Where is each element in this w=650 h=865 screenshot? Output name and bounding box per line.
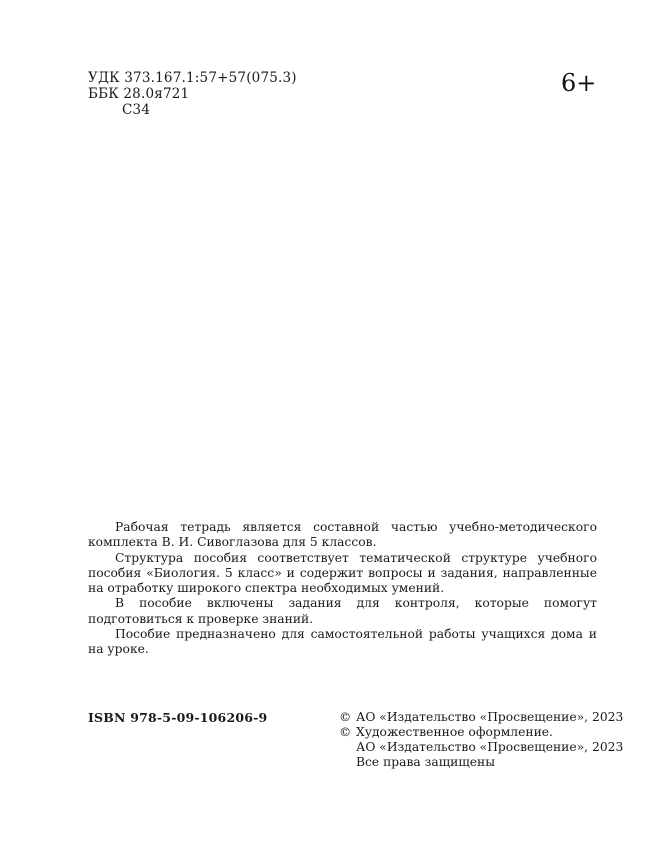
copyright-line: АО «Издательство «Просвещение», 2023	[356, 740, 624, 754]
copyright-line: Художественное оформление.	[356, 725, 553, 739]
copyright-icon: ©	[339, 725, 352, 739]
age-rating: 6+	[561, 69, 597, 97]
annotation-paragraph: Пособие предназначено для самостоятельной работы учащихся дома и на уроке.	[88, 627, 597, 657]
classification-block	[88, 70, 297, 118]
annotation-paragraph: Структура пособия соответствует тематической структуре учебного пособия «Биология. 5 класс» и содержит вопросы и задания, направленные на отработку широкого спектра необходимых умений.	[88, 550, 597, 596]
annotation-text	[88, 520, 597, 658]
copyright-block	[339, 710, 623, 770]
isbn: ISBN 978-5-09-106206-9	[88, 710, 268, 725]
author-mark: С34	[122, 102, 151, 118]
udk-code: УДК 373.167.1:57+57(075.3)	[88, 70, 297, 86]
annotation-paragraph: Рабочая тетрадь является составной частью учебно-методического комплекта В. И. Сивоглазова для 5 классов.	[88, 520, 597, 550]
bbk-code: ББК 28.0я721	[88, 86, 190, 102]
copyright-icon: ©	[339, 710, 352, 724]
copyright-line: АО «Издательство «Просвещение», 2023	[356, 710, 624, 724]
annotation-paragraph: В пособие включены задания для контроля, которые помогут подготовиться к проверке знаний.	[88, 596, 597, 626]
rights-reserved: Все права защищены	[356, 755, 496, 769]
